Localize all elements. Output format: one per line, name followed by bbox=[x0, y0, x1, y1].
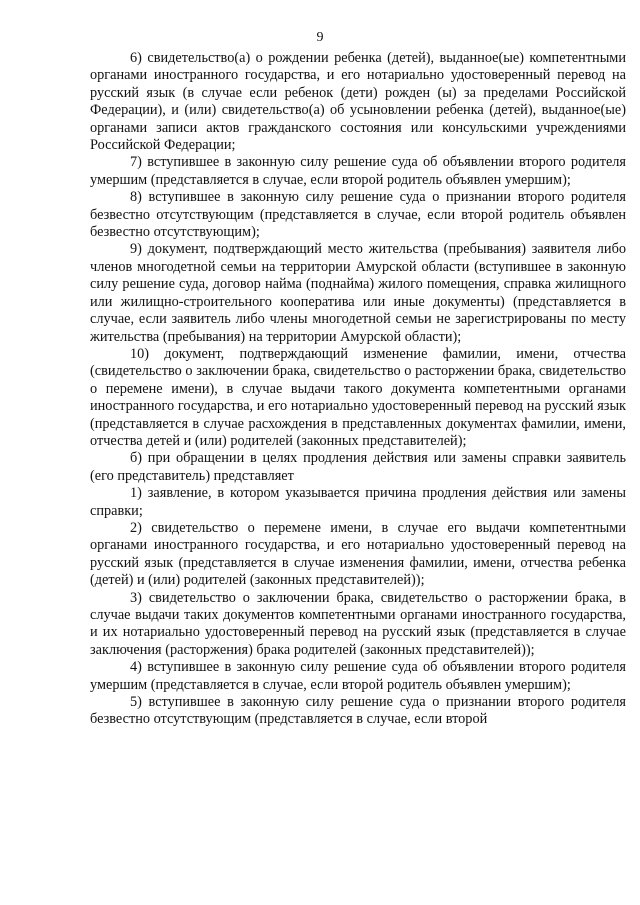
paragraph-b-item-5: 5) вступившее в законную силу решение суда о признании второго родителя безвестно отсутствующим (представляется в случае, если второй bbox=[90, 694, 626, 728]
paragraph-b-item-4: 4) вступившее в законную силу решение суда об объявлении второго родителя умершим (представляется в случае, если второй родитель объявлен умершим); bbox=[90, 659, 626, 693]
paragraph-b-item-1: 1) заявление, в котором указывается причина продления действия или замены справки; bbox=[90, 485, 626, 519]
paragraph-item-8: 8) вступившее в законную силу решение суда о признании второго родителя безвестно отсутствующим (представляется в случае, если второй родитель объявлен безвестно отсутствующим); bbox=[90, 189, 626, 241]
paragraph-b-item-3: 3) свидетельство о заключении брака, свидетельство о расторжении брака, в случае выдачи таких документов компетентными органами иностранного государства, и их нотариально удостоверенный перевод на русский язык (представляется в случае заключения (расторжения) брака родителей (законных представителей)); bbox=[90, 589, 626, 658]
paragraph-item-6: 6) свидетельство(а) о рождении ребенка (детей), выданное(ые) компетентными органами иностранного государства, и его нотариально удостоверенный перевод на русский язык (в случае если ребенок (дети) рожден (ы) за пределами Российской Федерации), и (или) свидетельство(а) об усыновлении ребенка (детей), выданное(ые) органами записи актов гражданского состояния или консульскими учреждениями Российской Федерации; bbox=[90, 50, 626, 154]
page-number: 9 bbox=[316, 30, 324, 45]
paragraph-subsection-b: б) при обращении в целях продления действия или замены справки заявитель (его представитель) представляет bbox=[90, 450, 626, 484]
document-body bbox=[90, 50, 626, 729]
paragraph-item-7: 7) вступившее в законную силу решение суда об объявлении второго родителя умершим (представляется в случае, если второй родитель объявлен умершим); bbox=[90, 154, 626, 188]
paragraph-b-item-2: 2) свидетельство о перемене имени, в случае его выдачи компетентными органами иностранного государства, и его нотариально удостоверенный перевод на русский язык (представляется в случае изменения фамилии, имени, отчества ребенка (детей) и (или) родителей (законных представителей)); bbox=[90, 519, 626, 589]
paragraph-item-9: 9) документ, подтверждающий место жительства (пребывания) заявителя либо членов многодетной семьи на территории Амурской области (вступившее в законную силу решение суда, договор найма (поднайма) жилого помещения, справка жилищного или жилищно-строительного кооператива или иные документы) (представляется в случае, если заявитель либо члены многодетной семьи не зарегистрированы по месту жительства (пребывания) на территории Амурской области); bbox=[90, 241, 626, 345]
paragraph-item-10: 10) документ, подтверждающий изменение фамилии, имени, отчества (свидетельство о заключении брака, свидетельство о расторжении брака, свидетельство о перемене имени), в случае выдачи такого документа компетентными органами иностранного государства, и его нотариально удостоверенный перевод на русский язык (представляется в случае расхождения в представленных документах фамилии, имени, отчества детей и (или) родителей (законных представителей); bbox=[90, 345, 626, 449]
